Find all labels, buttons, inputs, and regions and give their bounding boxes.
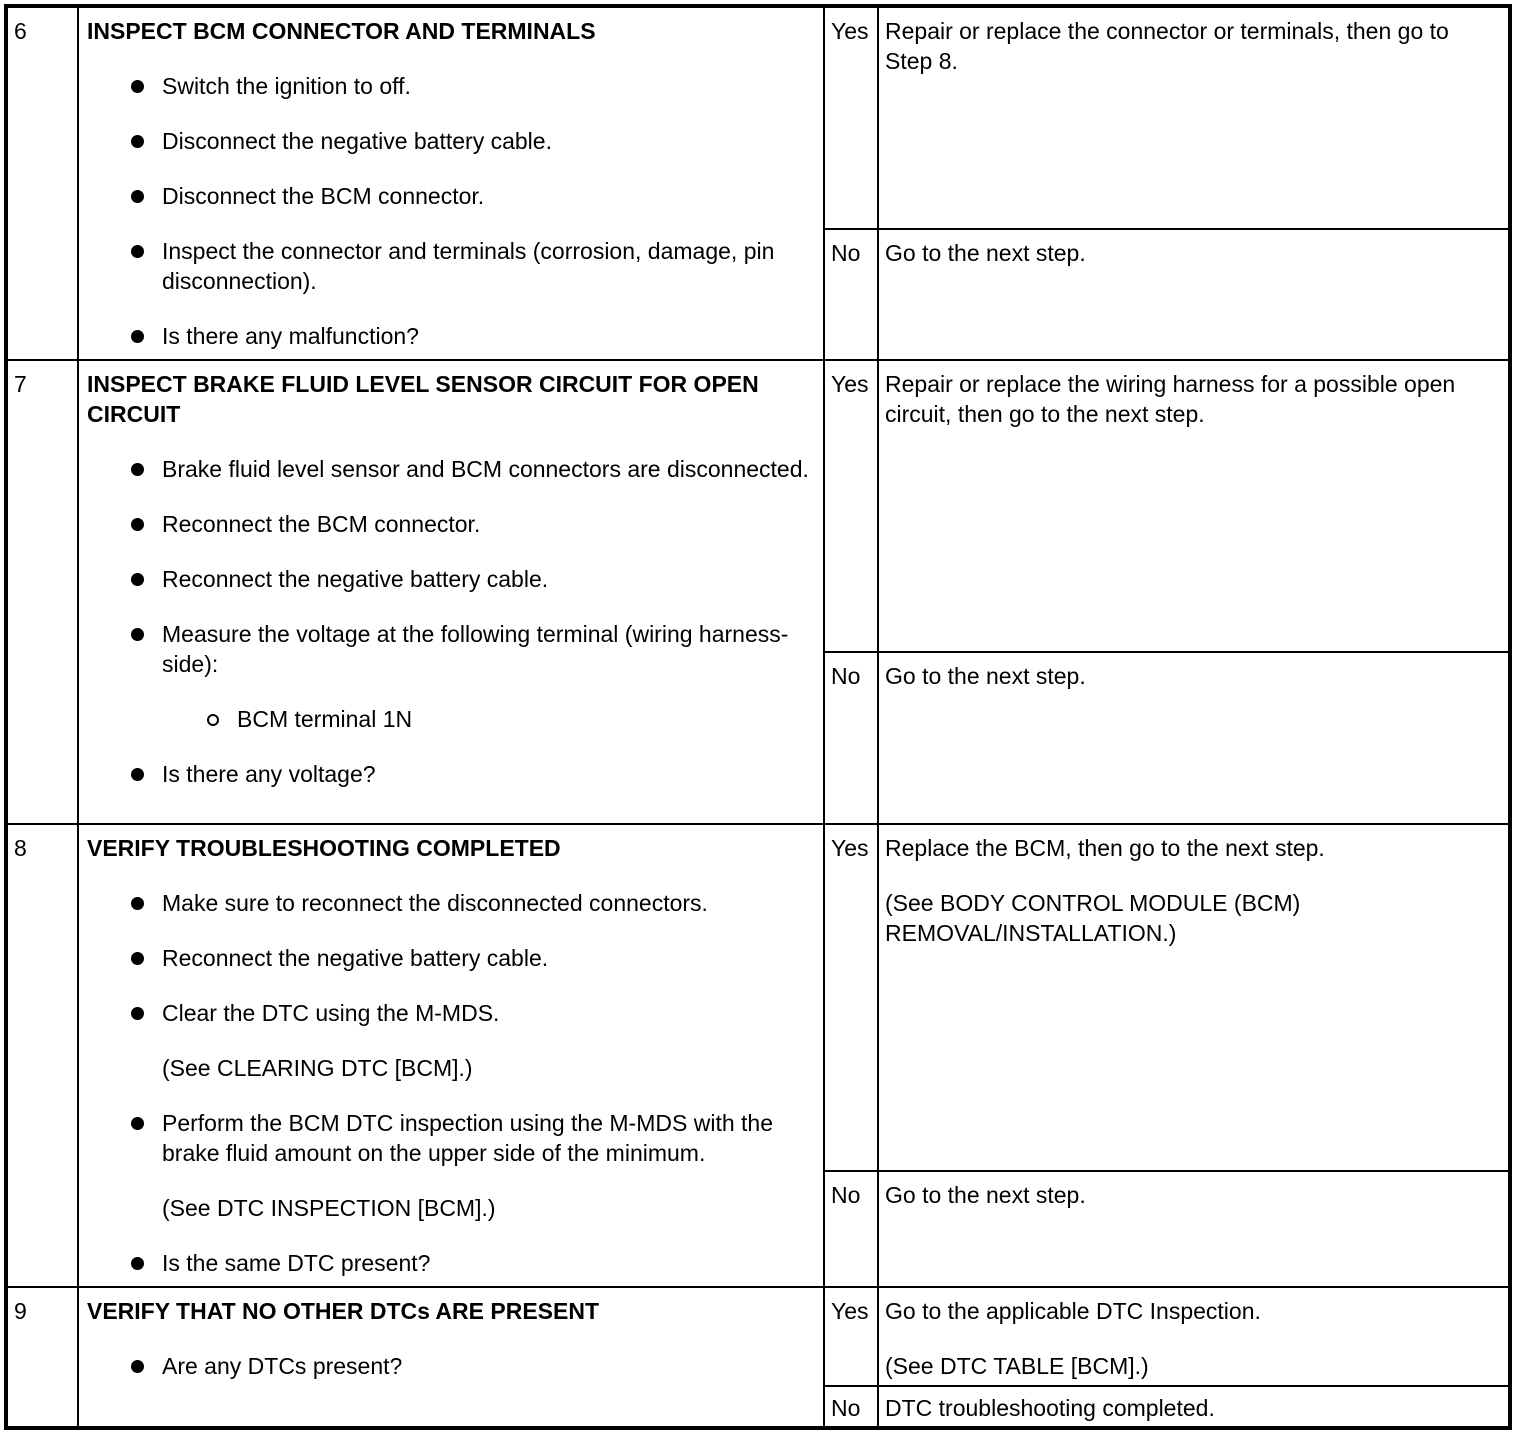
answer-yes-action: Repair or replace the connector or terminals, then go to Step 8. bbox=[878, 6, 1510, 229]
list-item: Disconnect the BCM connector. bbox=[162, 181, 815, 211]
answer-no-action: Go to the next step. bbox=[878, 229, 1510, 360]
step-number: 9 bbox=[6, 1287, 78, 1428]
list-item: Reconnect the negative battery cable. bbox=[162, 564, 815, 594]
answer-no-label: No bbox=[824, 229, 878, 360]
step-6-body bbox=[78, 6, 824, 360]
list-item: Brake fluid level sensor and BCM connectors are disconnected. bbox=[162, 454, 815, 484]
step-9-body bbox=[78, 1287, 824, 1428]
step-title: INSPECT BCM CONNECTOR AND TERMINALS bbox=[87, 18, 596, 44]
reference-link[interactable]: (See CLEARING DTC [BCM].) bbox=[162, 1055, 473, 1081]
list-item: Reconnect the BCM connector. bbox=[162, 509, 815, 539]
step-9-yes-row bbox=[6, 1287, 1510, 1386]
answer-no-label: No bbox=[824, 1171, 878, 1287]
bullet-icon bbox=[131, 573, 144, 586]
step-title: VERIFY TROUBLESHOOTING COMPLETED bbox=[87, 835, 561, 861]
bullet-list bbox=[87, 1351, 815, 1381]
step-6-yes-row bbox=[6, 6, 1510, 229]
bullet-icon bbox=[131, 1007, 144, 1020]
list-item: Clear the DTC using the M-MDS. (See CLEARING DTC [BCM].) bbox=[162, 998, 815, 1083]
procedure-sheet bbox=[4, 4, 1512, 1421]
step-number: 7 bbox=[6, 360, 78, 824]
list-item: Make sure to reconnect the disconnected connectors. bbox=[162, 888, 815, 918]
bullet-icon bbox=[131, 80, 144, 93]
bullet-icon bbox=[131, 330, 144, 343]
answer-yes-action: Go to the applicable DTC Inspection. (See DTC TABLE [BCM].) bbox=[878, 1287, 1510, 1386]
answer-no-action: Go to the next step. bbox=[878, 652, 1510, 824]
list-item: Is there any malfunction? bbox=[162, 321, 815, 351]
bullet-icon bbox=[131, 628, 144, 641]
reference-link[interactable]: (See BODY CONTROL MODULE (BCM) REMOVAL/INSTALLATION.) bbox=[885, 890, 1301, 946]
bullet-icon bbox=[131, 1360, 144, 1373]
list-item: Are any DTCs present? bbox=[162, 1351, 815, 1381]
step-number: 6 bbox=[6, 6, 78, 360]
list-item: Reconnect the negative battery cable. bbox=[162, 943, 815, 973]
list-item: Is there any voltage? bbox=[162, 759, 815, 789]
reference-link[interactable]: (See DTC INSPECTION [BCM].) bbox=[162, 1195, 496, 1221]
answer-no-action: DTC troubleshooting completed. bbox=[878, 1386, 1510, 1428]
answer-yes-action: Replace the BCM, then go to the next step. (See BODY CONTROL MODULE (BCM) REMOVAL/INSTALLATION.) bbox=[878, 824, 1510, 1171]
list-item: Is the same DTC present? bbox=[162, 1248, 815, 1278]
answer-yes-action: Repair or replace the wiring harness for a possible open circuit, then go to the next step. bbox=[878, 360, 1510, 652]
answer-yes-label: Yes bbox=[824, 824, 878, 1171]
bullet-icon bbox=[131, 897, 144, 910]
bullet-icon bbox=[131, 1117, 144, 1130]
bullet-list bbox=[87, 888, 815, 1278]
bullet-list bbox=[87, 454, 815, 789]
step-number: 8 bbox=[6, 824, 78, 1287]
bullet-list bbox=[87, 71, 815, 351]
answer-yes-label: Yes bbox=[824, 1287, 878, 1386]
bullet-icon bbox=[131, 952, 144, 965]
step-8-yes-row bbox=[6, 824, 1510, 1171]
bullet-icon bbox=[131, 518, 144, 531]
step-7-body bbox=[78, 360, 824, 824]
list-item: Inspect the connector and terminals (corrosion, damage, pin disconnection). bbox=[162, 236, 815, 296]
hollow-bullet-icon bbox=[207, 714, 219, 726]
reference-link[interactable]: (See DTC TABLE [BCM].) bbox=[885, 1353, 1149, 1379]
bullet-icon bbox=[131, 768, 144, 781]
list-item: Perform the BCM DTC inspection using the M-MDS with the brake fluid amount on the upper side of the minimum. (See DTC INSPECTION [BCM].) bbox=[162, 1108, 815, 1223]
answer-no-action: Go to the next step. bbox=[878, 1171, 1510, 1287]
bullet-icon bbox=[131, 1257, 144, 1270]
troubleshooting-table bbox=[4, 4, 1512, 1430]
list-item: BCM terminal 1N bbox=[237, 704, 815, 734]
bullet-icon bbox=[131, 245, 144, 258]
list-item: Disconnect the negative battery cable. bbox=[162, 126, 815, 156]
step-title: INSPECT BRAKE FLUID LEVEL SENSOR CIRCUIT FOR OPEN CIRCUIT bbox=[87, 371, 759, 427]
step-title: VERIFY THAT NO OTHER DTCs ARE PRESENT bbox=[87, 1298, 600, 1324]
answer-yes-label: Yes bbox=[824, 360, 878, 652]
bullet-icon bbox=[131, 190, 144, 203]
list-item: Measure the voltage at the following terminal (wiring harness-side): BCM terminal 1N bbox=[162, 619, 815, 734]
step-7-yes-row bbox=[6, 360, 1510, 652]
answer-no-label: No bbox=[824, 1386, 878, 1428]
list-item: Switch the ignition to off. bbox=[162, 71, 815, 101]
answer-no-label: No bbox=[824, 652, 878, 824]
answer-yes-label: Yes bbox=[824, 6, 878, 229]
bullet-icon bbox=[131, 135, 144, 148]
sub-bullet-list bbox=[162, 704, 815, 734]
step-8-body bbox=[78, 824, 824, 1287]
bullet-icon bbox=[131, 463, 144, 476]
